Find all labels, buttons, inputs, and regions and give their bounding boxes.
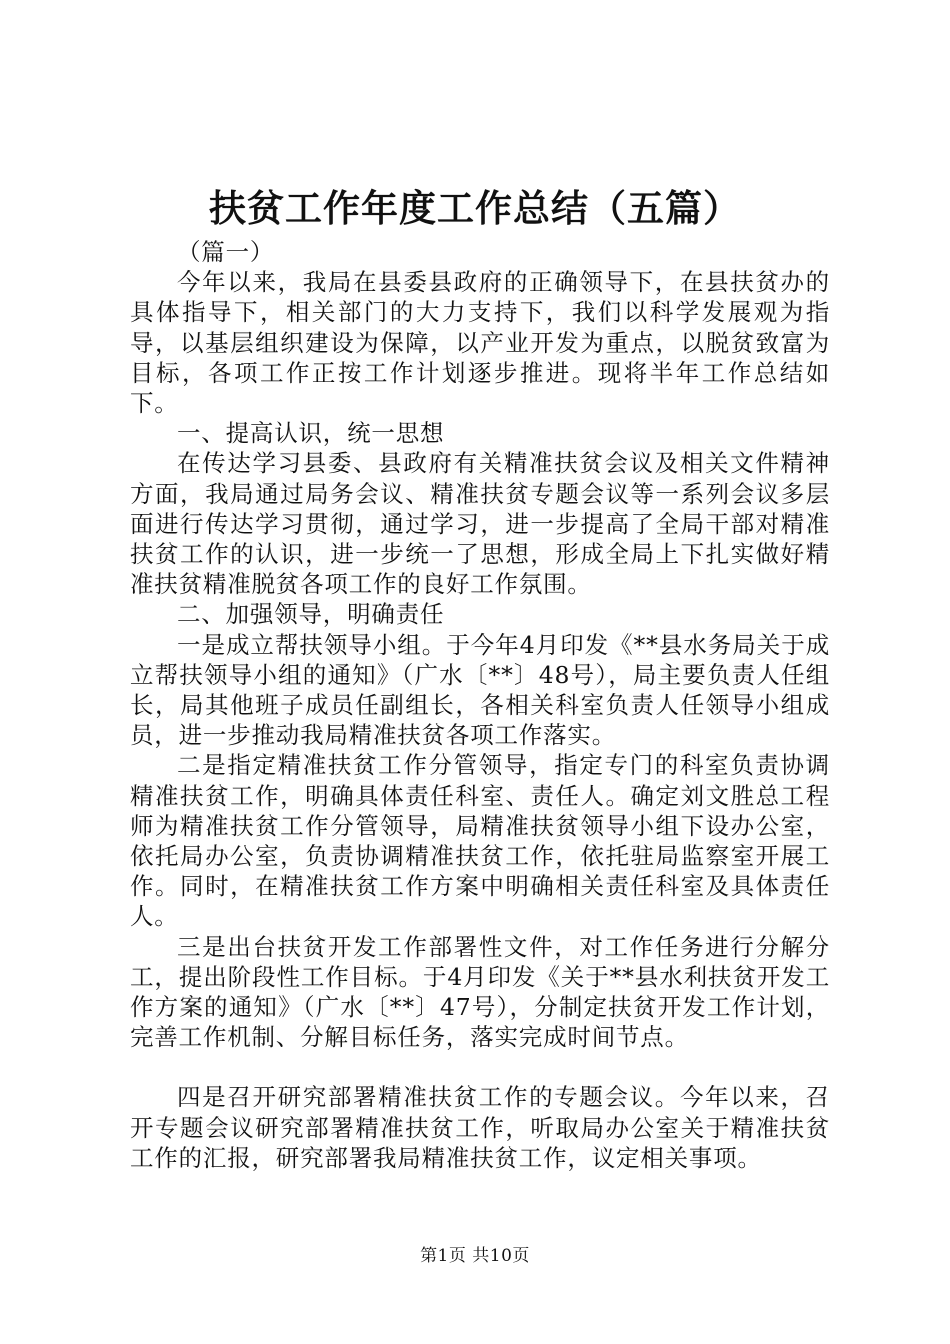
document-body [130,237,830,1173]
body-paragraph: 在传达学习县委、县政府有关精准扶贫会议及相关文件精神方面，我局通过局务会议、精准扶贫专题会议等一系列会议多层面进行传达学习贯彻，通过学习，进一步提高了全局干部对精准扶贫工作的认识，进一步统一了思想，形成全局上下扎实做好精准扶贫精准脱贫各项工作的良好工作氛围。 [130,449,830,599]
section-heading: 一、提高认识，统一思想 [177,419,445,448]
body-paragraph: 一是成立帮扶领导小组。于今年4月印发《**县水务局关于成立帮扶领导小组的通知》（广水〔**〕48号），局主要负责人任组长，局其他班子成员任副组长，各相关科室负责人任领导小组成员，进一步推动我局精准扶贫各项工作落实。 [130,630,830,750]
section-heading: 二、加强领导，明确责任 [177,600,445,629]
page-footer: 第1页 共10页 [420,1246,530,1266]
body-paragraph: 二是指定精准扶贫工作分管领导，指定专门的科室负责协调精准扶贫工作，明确具体责任科室、责任人。确定刘文胜总工程师为精准扶贫工作分管领导，局精准扶贫领导小组下设办公室，依托局办公室，负责协调精准扶贫工作，依托驻局监察室开展工作。同时，在精准扶贫工作方案中明确相关责任科室及具体责任人。 [130,751,830,931]
body-paragraph: 四是召开研究部署精准扶贫工作的专题会议。今年以来，召开专题会议研究部署精准扶贫工作，听取局办公室关于精准扶贫工作的汇报，研究部署我局精准扶贫工作，议定相关事项。 [130,1083,830,1172]
body-paragraph: 今年以来，我局在县委县政府的正确领导下，在县扶贫办的具体指导下，相关部门的大力支持下，我们以科学发展观为指导，以基层组织建设为保障，以产业开发为重点，以脱贫致富为目标，各项工作正按工作计划逐步推进。现将半年工作总结如下。 [130,268,830,418]
section-label: （篇一） [177,238,275,266]
body-paragraph: 三是出台扶贫开发工作部署性文件，对工作任务进行分解分工，提出阶段性工作目标。于4月印发《关于**县水利扶贫开发工作方案的通知》（广水〔**〕47号），分制定扶贫开发工作计划，完善工作机制、分解目标任务，落实完成时间节点。 [130,932,830,1052]
document-title: 扶贫工作年度工作总结（五篇） [209,186,741,230]
